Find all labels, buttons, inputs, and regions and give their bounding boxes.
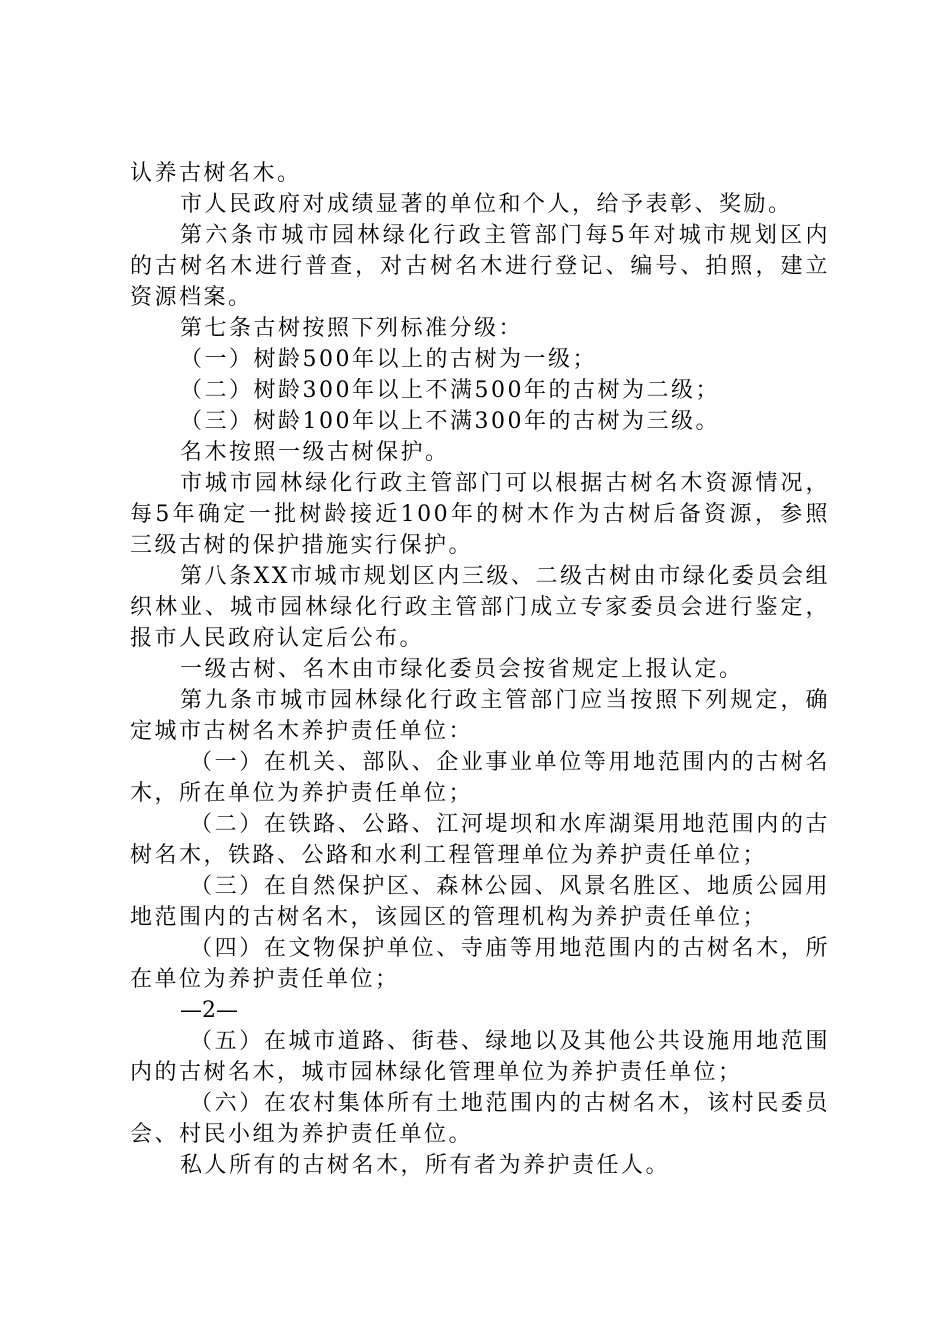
paragraph: 认养古树名木。 xyxy=(130,161,302,186)
list-item: （五）在城市道路、街巷、绿地以及其他公共设施用地范围内的古树名木，城市园林绿化管理单位为养护责任单位； xyxy=(130,1029,830,1085)
list-item: （三）树龄100年以上不满300年的古树为三级。 xyxy=(180,409,720,434)
paragraph: 市城市园林绿化行政主管部门可以根据古树名木资源情况，每5年确定一批树龄接近100年的树木作为古树后备资源，参照三级古树的保护措施实行保护。 xyxy=(130,471,830,558)
article-6-paragraph: 第六条市城市园林绿化行政主管部门每5年对城市规划区内的古树名木进行普查，对古树名木进行登记、编号、拍照，建立资源档案。 xyxy=(130,223,830,310)
list-item: （二）在铁路、公路、江河堤坝和水库湖渠用地范围内的古树名木，铁路、公路和水利工程管理单位为养护责任单位； xyxy=(130,812,830,868)
article-7-paragraph: 第七条古树按照下列标准分级： xyxy=(180,316,524,341)
document-body xyxy=(130,158,830,1181)
list-item: （二）树龄300年以上不满500年的古树为二级； xyxy=(180,378,720,403)
page-number: —2— xyxy=(180,998,238,1023)
article-8-paragraph: 第八条XX市城市规划区内三级、二级古树由市绿化委员会组织林业、城市园林绿化行政主管部门成立专家委员会进行鉴定，报市人民政府认定后公布。 xyxy=(130,564,830,651)
list-item: （一）树龄500年以上的古树为一级； xyxy=(180,347,597,372)
list-item: （三）在自然保护区、森林公园、风景名胜区、地质公园用地范围内的古树名木，该园区的管理机构为养护责任单位； xyxy=(130,874,830,930)
list-item: （一）在机关、部队、企业事业单位等用地范围内的古树名木，所在单位为养护责任单位； xyxy=(130,750,830,806)
paragraph: 名木按照一级古树保护。 xyxy=(180,440,450,465)
paragraph: 私人所有的古树名木，所有者为养护责任人。 xyxy=(180,1153,671,1178)
list-item: （六）在农村集体所有土地范围内的古树名木，该村民委员会、村民小组为养护责任单位。 xyxy=(130,1091,830,1147)
paragraph: 市人民政府对成绩显著的单位和个人，给予表彰、奖励。 xyxy=(180,192,793,217)
list-item: （四）在文物保护单位、寺庙等用地范围内的古树名木，所在单位为养护责任单位； xyxy=(130,936,830,992)
paragraph: 一级古树、名木由市绿化委员会按省规定上报认定。 xyxy=(180,657,744,682)
article-9-paragraph: 第九条市城市园林绿化行政主管部门应当按照下列规定，确定城市古树名木养护责任单位： xyxy=(130,688,830,744)
